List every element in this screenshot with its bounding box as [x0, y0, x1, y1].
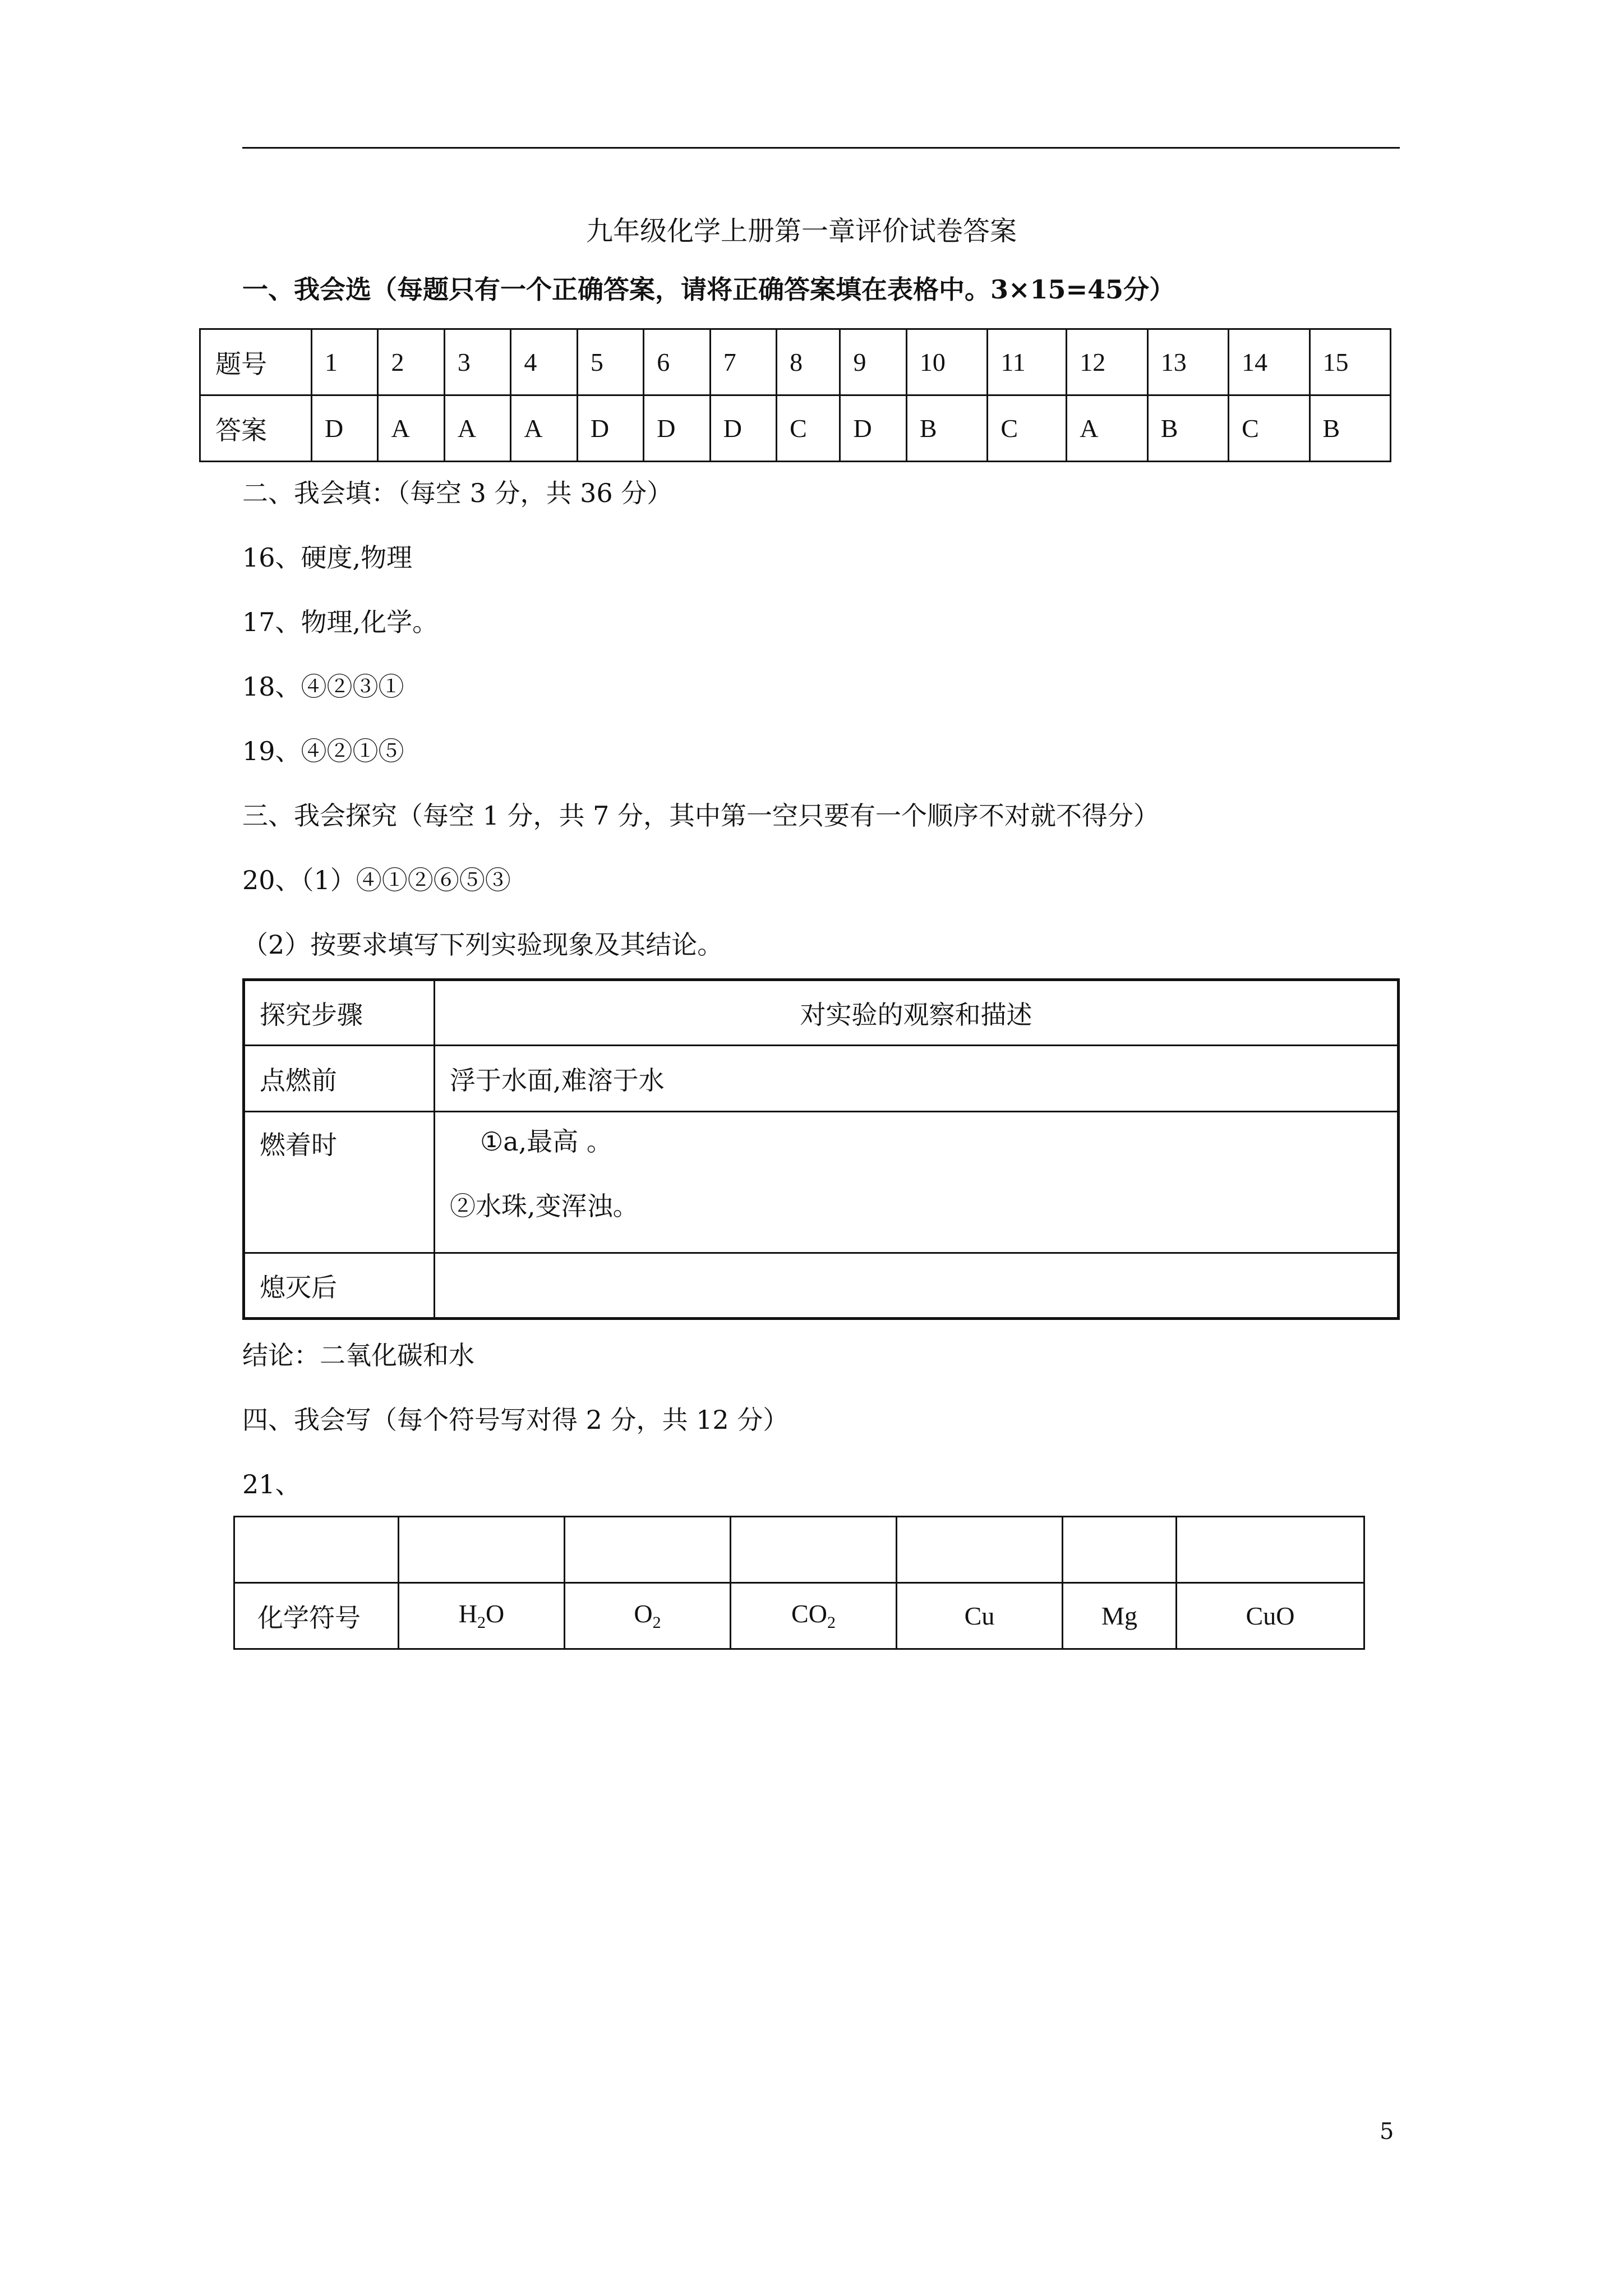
answer-cell: D — [577, 395, 643, 462]
observation-burning-line2: ②水珠,变浑浊。 — [450, 1191, 639, 1221]
section2-heading: 二、我会填：（每空 3 分，共 36 分） — [242, 478, 673, 508]
question-number: 12 — [1067, 329, 1147, 395]
symbol-cell: Cu — [897, 1583, 1063, 1649]
page-title: 九年级化学上册第一章评价试卷答案 — [586, 215, 1017, 247]
blank-cell — [731, 1517, 897, 1583]
symbol-cell: CuO — [1177, 1583, 1364, 1649]
question-number: 3 — [444, 329, 510, 395]
observation-row — [244, 1112, 1399, 1253]
step-burning: 燃着时 — [244, 1112, 435, 1253]
question-number: 13 — [1147, 329, 1228, 395]
answer-cell: D — [312, 395, 378, 462]
answer-cell: D — [710, 395, 776, 462]
answer-16: 16、硬度,物理 — [242, 542, 413, 573]
answer-cell: C — [1229, 395, 1310, 462]
answer-cell: B — [906, 395, 987, 462]
question-number: 15 — [1310, 329, 1390, 395]
answer-cell: B — [1310, 395, 1390, 462]
question-number: 9 — [840, 329, 906, 395]
answer-row — [200, 395, 1391, 462]
number-row-label: 题号 — [200, 329, 312, 395]
question-number: 11 — [988, 329, 1067, 395]
answer-cell: C — [777, 395, 840, 462]
answer-cell: A — [444, 395, 510, 462]
question-number: 1 — [312, 329, 378, 395]
blank-cell — [399, 1517, 565, 1583]
step-header: 探究步骤 — [244, 980, 435, 1046]
answer-cell: C — [988, 395, 1067, 462]
observation-header-row — [244, 980, 1399, 1046]
answer-cell: A — [378, 395, 444, 462]
section4-heading: 四、我会写（每个符号写对得 2 分，共 12 分） — [242, 1405, 789, 1435]
observation-table — [242, 978, 1400, 1320]
symbol-base: H — [458, 1599, 477, 1628]
question-number: 6 — [644, 329, 710, 395]
answer-18: 18、④②③① — [242, 671, 404, 702]
answer-row-label: 答案 — [200, 395, 312, 462]
answer-cell: A — [1067, 395, 1147, 462]
blank-cell — [897, 1517, 1063, 1583]
observation-before-ignition: 浮于水面,难溶于水 — [435, 1046, 1399, 1112]
symbol-row — [234, 1583, 1364, 1649]
answer-table — [199, 328, 1391, 462]
question-number: 10 — [906, 329, 987, 395]
page-number: 5 — [1380, 2119, 1394, 2145]
answer-20-part2: （2）按要求填写下列实验现象及其结论。 — [242, 930, 723, 960]
blank-cell — [565, 1517, 731, 1583]
symbol-base: O — [634, 1599, 653, 1628]
observation-row — [244, 1046, 1399, 1112]
symbol-base: CO — [791, 1599, 827, 1628]
section1-heading: 一、我会选（每题只有一个正确答案，请将正确答案填在表格中。3×15=45分） — [242, 274, 1175, 305]
symbol-cell — [399, 1583, 565, 1649]
question-number: 5 — [577, 329, 643, 395]
symbol-subscript: 2 — [652, 1613, 661, 1632]
answer-cell: B — [1147, 395, 1228, 462]
number-row — [200, 329, 1391, 395]
symbol-tail: O — [486, 1599, 505, 1628]
answer-cell: D — [840, 395, 906, 462]
question-number: 8 — [777, 329, 840, 395]
answer-cell: D — [644, 395, 710, 462]
observation-row — [244, 1253, 1399, 1319]
answer-cell: A — [511, 395, 577, 462]
observation-burning — [435, 1112, 1399, 1253]
observation-header: 对实验的观察和描述 — [435, 980, 1399, 1046]
blank-cell — [1063, 1517, 1177, 1583]
symbol-cell: Mg — [1063, 1583, 1177, 1649]
symbol-subscript: 2 — [477, 1613, 486, 1632]
step-before-ignition: 点燃前 — [244, 1046, 435, 1112]
section3-heading: 三、我会探究（每空 1 分，共 7 分，其中第一空只要有一个顺序不对就不得分） — [242, 800, 1160, 831]
header-rule — [242, 147, 1400, 149]
question-number: 7 — [710, 329, 776, 395]
symbol-cell — [565, 1583, 731, 1649]
step-extinguished: 熄灭后 — [244, 1253, 435, 1319]
conclusion: 结论：二氧化碳和水 — [242, 1340, 474, 1370]
symbol-subscript: 2 — [827, 1613, 836, 1632]
symbol-cell — [731, 1583, 897, 1649]
answer-17: 17、物理,化学。 — [242, 607, 439, 637]
symbol-blank-row — [234, 1517, 1364, 1583]
answer-20-part1: 20、（1）④①②⑥⑤③ — [242, 865, 511, 895]
question-number: 2 — [378, 329, 444, 395]
symbol-row-label: 化学符号 — [234, 1583, 399, 1649]
question-number: 4 — [511, 329, 577, 395]
observation-burning-line1: ①a,最高 。 — [480, 1126, 612, 1157]
answer-21-label: 21、 — [242, 1469, 301, 1499]
observation-extinguished — [435, 1253, 1399, 1319]
blank-cell — [1177, 1517, 1364, 1583]
question-number: 14 — [1229, 329, 1310, 395]
answer-19: 19、④②①⑤ — [242, 736, 404, 766]
symbol-table — [233, 1516, 1365, 1650]
blank-cell — [234, 1517, 399, 1583]
